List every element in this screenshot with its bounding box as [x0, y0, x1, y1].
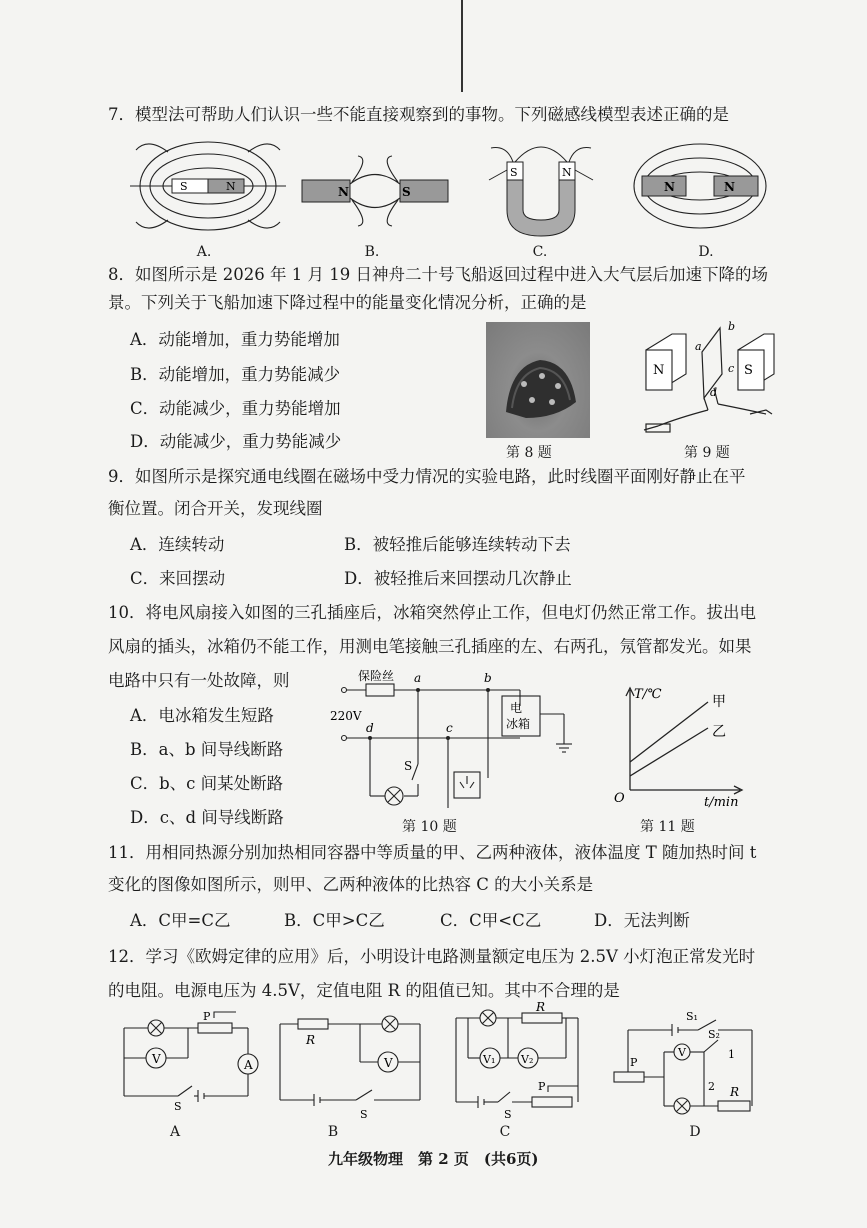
q11-graph	[612, 684, 752, 808]
q8-option-a: A．动能增加，重力势能增加	[130, 330, 340, 349]
q11-xlabel: t/min	[704, 795, 739, 810]
q9-figure	[638, 322, 778, 440]
q9-stem-line2: 衡位置。闭合开关，发现线圈	[108, 499, 323, 518]
q11-ylabel: T/℃	[634, 687, 662, 702]
q10-label-a: a	[414, 671, 422, 685]
q7-a-pole-n: N	[226, 180, 236, 193]
q11-option-a: A．C甲=C乙	[130, 911, 231, 930]
q12-label-b: B	[327, 1124, 339, 1140]
q9-option-a: A．连续转动	[130, 535, 225, 554]
q12a-s: S	[174, 1100, 182, 1113]
q10-option-d: D．c、d 间导线断路	[130, 808, 284, 827]
q9-option-d: D．被轻推后来回摆动几次静止	[344, 569, 572, 588]
q12d-s1: S₁	[686, 1010, 698, 1023]
q12-stem-line1: 12．学习《欧姆定律的应用》后，小明设计电路测量额定电压为 2.5V 小灯泡正常发光时	[108, 947, 756, 966]
q12-label-d: D	[689, 1124, 701, 1140]
q7-figure-d	[630, 140, 770, 240]
svg-text:N: N	[562, 166, 572, 179]
q11-option-b: B．C甲>C乙	[284, 911, 385, 930]
q7-figure-c	[487, 140, 597, 240]
q10-stem-line2: 风扇的插头，冰箱仍不能工作，用测电笔接触三孔插座的左、右两孔，氖管都发光。如果	[108, 637, 752, 656]
q11-option-c: C．C甲<C乙	[440, 911, 542, 930]
q10-option-c: C．b、c 间某处断路	[130, 774, 284, 793]
q9-label-c: c	[728, 362, 735, 375]
q8-caption: 第 8 题	[506, 445, 552, 461]
q8-stem-line1: 8．如图所示是 2026 年 1 月 19 日神舟二十号飞船返回过程中进入大气层后加速下降的场	[108, 265, 768, 284]
q9-option-b: B．被轻推后能够连续转动下去	[344, 535, 571, 554]
q12b-r: R	[306, 1033, 316, 1047]
q12-label-a: A	[169, 1124, 181, 1140]
svg-text:N: N	[724, 180, 735, 194]
svg-text:S: S	[744, 363, 753, 378]
q8-stem-line2: 景。下列关于飞船加速下降过程中的能量变化情况分析，正确的是	[108, 293, 587, 312]
q7-option-a: A.	[196, 244, 212, 260]
svg-text:N: N	[664, 180, 675, 194]
q12-circuit-d	[608, 1010, 768, 1116]
q7-stem: 7．模型法可帮助人们认识一些不能直接观察到的事物。下列磁感线模型表述正确的是	[108, 105, 729, 124]
svg-text:N: N	[653, 363, 665, 378]
q10-option-a: A．电冰箱发生短路	[130, 706, 274, 725]
q11-stem-line2: 变化的图像如图所示，则甲、乙两种液体的比热容 C 的大小关系是	[108, 875, 594, 894]
q12-stem-line2: 的电阻。电源电压为 4.5V，定值电阻 R 的阻值已知。其中不合理的是	[108, 981, 620, 1000]
q12a-ammeter: A	[244, 1058, 253, 1072]
q12d-s2: S₂	[708, 1028, 720, 1041]
q12c-v1: V₁	[483, 1053, 496, 1066]
q12d-p: P	[630, 1056, 638, 1069]
q10-voltage-label: 220V	[330, 709, 362, 723]
page-footer: 九年级物理 第 2 页 (共6页)	[328, 1150, 539, 1168]
q12-label-c: C	[499, 1124, 511, 1140]
q11-series-yi: 乙	[712, 724, 726, 740]
q8-option-d: D．动能减少，重力势能减少	[130, 432, 342, 451]
q10-label-c: c	[446, 721, 453, 735]
q7-figure-b	[300, 160, 450, 230]
q12c-v2: V₂	[521, 1053, 534, 1066]
q12c-s: S	[504, 1108, 512, 1121]
q9-caption: 第 9 题	[684, 445, 730, 461]
q12a-p: P	[203, 1010, 211, 1023]
q9-stem-line1: 9．如图所示是探究通电线圈在磁场中受力情况的实验电路，此时线圈平面刚好静止在平	[108, 467, 746, 486]
q12d-r: R	[730, 1085, 740, 1099]
svg-text:N: N	[338, 185, 349, 199]
q10-stem-line1: 10．将电风扇接入如图的三孔插座后，冰箱突然停止工作，但电灯仍然正常工作。拔出电	[108, 603, 756, 622]
q12b-voltmeter: V	[384, 1056, 393, 1070]
q10-stem-line3: 电路中只有一处故障，则	[108, 671, 290, 690]
q7-a-pole-s: S	[180, 180, 188, 193]
q12-circuit-b	[276, 1010, 426, 1121]
top-fold-line	[461, 0, 463, 92]
q10-switch-label: S	[404, 759, 413, 773]
q7-figure-a	[128, 132, 288, 242]
q11-series-jia: 甲	[712, 694, 726, 710]
q12b-s: S	[360, 1108, 368, 1121]
q10-caption: 第 10 题	[402, 819, 457, 835]
q7-option-d: D.	[698, 244, 714, 260]
q10-circuit	[330, 668, 580, 818]
q11-origin: O	[614, 791, 625, 806]
q8-option-b: B．动能增加，重力势能减少	[130, 365, 341, 384]
q9-label-b: b	[728, 320, 736, 333]
svg-text:S: S	[510, 166, 518, 179]
q8-capsule-photo	[486, 322, 590, 438]
q7-option-c: C.	[532, 244, 548, 260]
q8-option-c: C．动能减少，重力势能增加	[130, 399, 341, 418]
q10-label-b: b	[484, 671, 492, 685]
q12d-two: 2	[708, 1080, 715, 1093]
q12c-p: P	[538, 1080, 546, 1093]
svg-text:S: S	[402, 185, 411, 199]
q7-option-b: B.	[364, 244, 380, 260]
q9-option-c: C．来回摆动	[130, 569, 226, 588]
q9-label-d: d	[710, 386, 718, 399]
q10-fridge-label1: 电	[510, 701, 523, 715]
q10-fridge-label2: 冰箱	[506, 717, 531, 731]
q12c-r: R	[536, 1000, 546, 1014]
q12a-voltmeter: V	[152, 1052, 161, 1066]
q11-line-jia	[630, 702, 708, 762]
q11-option-d: D．无法判断	[594, 911, 690, 930]
q10-label-d: d	[366, 721, 374, 735]
q9-label-a: a	[695, 340, 702, 353]
q11-line-yi	[630, 728, 708, 776]
q12d-voltmeter: V	[678, 1046, 686, 1059]
q10-option-b: B．a、b 间导线断路	[130, 740, 284, 759]
q12-circuit-a	[118, 1012, 268, 1112]
q10-fuse-label: 保险丝	[358, 669, 395, 683]
q12d-one: 1	[728, 1048, 735, 1061]
q12-circuit-c	[448, 1000, 598, 1121]
q11-caption: 第 11 题	[640, 819, 695, 835]
q11-stem-line1: 11．用相同热源分别加热相同容器中等质量的甲、乙两种液体，液体温度 T 随加热时间 t	[108, 843, 757, 862]
